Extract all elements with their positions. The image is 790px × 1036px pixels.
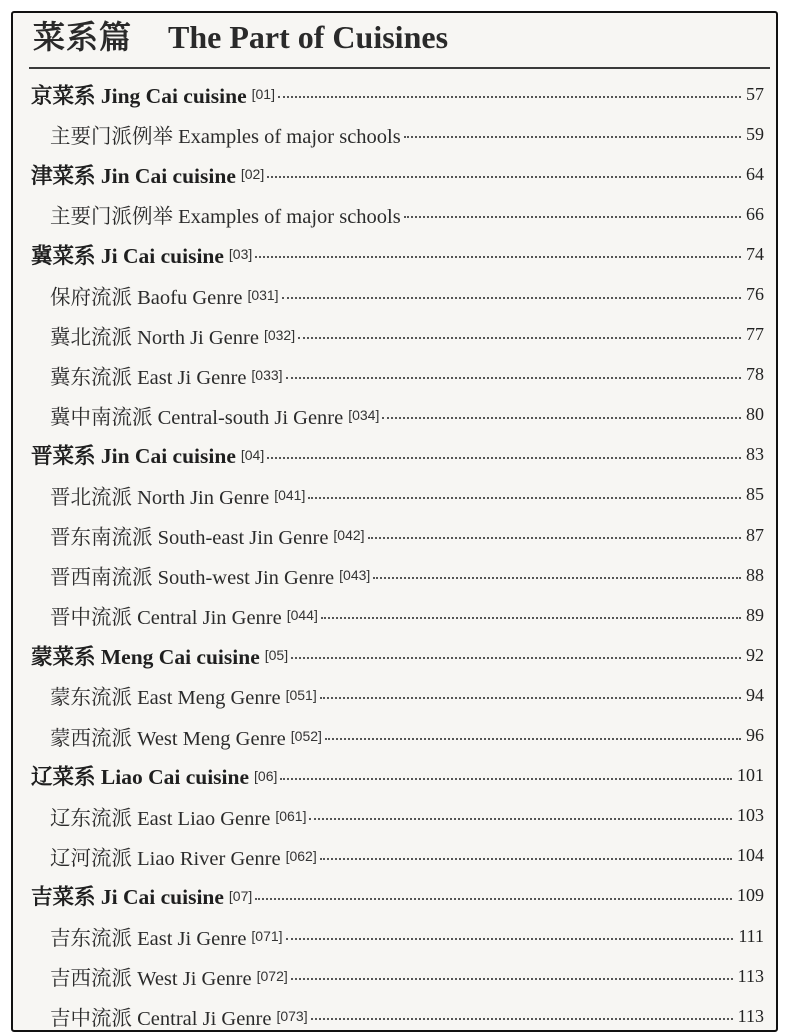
entry-page-number: 96 — [746, 725, 764, 746]
entry-page-number: 92 — [746, 644, 764, 665]
dot-leader — [382, 417, 741, 419]
entry-page-number: 113 — [737, 965, 764, 986]
entry-label: 冀菜系 Ji Cai cuisine — [31, 243, 224, 268]
entry-page-number: 83 — [746, 444, 764, 465]
dot-leader — [373, 577, 741, 579]
dot-leader — [308, 497, 741, 499]
dot-leader — [291, 978, 733, 980]
entry-label: 京菜系 Jing Cai cuisine — [31, 83, 247, 108]
entry-label: 冀北流派 North Ji Genre — [50, 326, 259, 349]
toc-cuisine-entry — [13, 876, 776, 916]
dot-leader — [286, 377, 741, 379]
entry-page-number: 85 — [746, 484, 764, 505]
dot-leader — [267, 457, 741, 459]
entry-code: [062] — [285, 847, 317, 864]
entry-code: [07] — [228, 887, 253, 904]
entry-code: [06] — [254, 767, 278, 784]
entry-code: [032] — [263, 326, 296, 343]
entry-label: 晋菜系 Jin Cai cuisine — [31, 444, 236, 469]
entry-code: [033] — [251, 366, 283, 383]
entry-label: 辽东流派 East Liao Genre — [50, 807, 271, 830]
toc-genre-entry — [13, 675, 776, 715]
toc-genre-entry — [13, 475, 776, 515]
entry-label: 保府流派 Baofu Genre — [50, 286, 243, 309]
dot-leader — [404, 136, 741, 138]
entry-page-number: 76 — [746, 284, 764, 305]
entry-label: 吉菜系 Ji Cai cuisine — [31, 885, 224, 910]
entry-code: [03] — [228, 246, 253, 263]
entry-page-number: 104 — [737, 845, 764, 866]
entry-code: [072] — [256, 968, 288, 985]
entry-label: 辽菜系 Liao Cai cuisine — [31, 765, 250, 790]
entry-page-number: 109 — [737, 885, 764, 906]
dot-leader — [298, 337, 741, 339]
dot-leader — [282, 297, 741, 299]
entry-code: [043] — [339, 567, 371, 584]
dot-leader — [255, 256, 741, 258]
entry-page-number: 78 — [746, 364, 764, 385]
toc-cuisine-entry — [13, 234, 776, 274]
entry-label: 冀中南流派 Central-south Ji Genre — [50, 406, 344, 429]
entry-label: 蒙东流派 East Meng Genre — [50, 687, 281, 710]
entry-label: 吉东流派 East Ji Genre — [50, 928, 247, 951]
dot-leader — [368, 537, 741, 539]
entry-page-number: 57 — [746, 83, 764, 104]
toc-genre-entry — [13, 716, 776, 756]
dot-leader — [325, 738, 741, 740]
entry-page-number: 77 — [746, 324, 764, 345]
entry-code: [02] — [240, 166, 265, 183]
entry-page-number: 113 — [737, 1005, 764, 1026]
dot-leader — [280, 778, 732, 780]
dot-leader — [320, 858, 732, 860]
dot-leader — [404, 216, 741, 218]
dot-leader — [309, 818, 732, 820]
entry-code: [05] — [264, 647, 289, 664]
toc-genre-entry — [13, 315, 776, 355]
entry-label: 晋北流派 North Jin Genre — [50, 486, 270, 509]
book-page — [11, 11, 778, 1032]
entry-label: 辽河流派 Liao River Genre — [50, 847, 281, 870]
toc-genre-entry — [13, 956, 776, 996]
toc-genre-entry — [13, 595, 776, 635]
entry-code: [01] — [251, 86, 275, 103]
toc-genre-entry — [13, 836, 776, 876]
entry-label: 蒙菜系 Meng Cai cuisine — [31, 644, 260, 669]
toc-genre-entry — [13, 555, 776, 595]
entry-code: [051] — [285, 687, 317, 704]
toc-genre-entry — [13, 515, 776, 555]
table-of-contents — [13, 74, 776, 1032]
entry-page-number: 101 — [737, 765, 764, 786]
entry-code: [042] — [333, 527, 365, 544]
entry-label: 主要门派例举 Examples of major schools — [50, 206, 401, 229]
entry-page-number: 59 — [746, 123, 764, 144]
toc-genre-entry — [13, 395, 776, 435]
dot-leader — [320, 697, 741, 699]
dot-leader — [291, 657, 741, 659]
entry-label: 吉中流派 Central Ji Genre — [50, 1008, 272, 1031]
entry-code: [034] — [348, 406, 380, 423]
toc-cuisine-entry — [13, 154, 776, 194]
entry-page-number: 88 — [746, 564, 764, 585]
entry-label: 晋东南流派 South-east Jin Genre — [50, 527, 329, 550]
toc-genre-entry — [13, 796, 776, 836]
dot-leader — [321, 617, 741, 619]
toc-genre-entry — [13, 114, 776, 154]
dot-leader — [267, 176, 741, 178]
entry-code: [071] — [251, 928, 283, 945]
dot-leader — [255, 898, 732, 900]
toc-cuisine-entry — [13, 635, 776, 675]
entry-page-number: 94 — [746, 684, 764, 705]
dot-leader — [286, 938, 734, 940]
toc-genre-entry — [13, 996, 776, 1032]
entry-page-number: 80 — [746, 404, 764, 425]
entry-page-number: 64 — [746, 163, 764, 184]
entry-code: [073] — [276, 1008, 308, 1025]
section-title — [33, 15, 448, 59]
dot-leader — [311, 1018, 733, 1020]
toc-genre-entry — [13, 194, 776, 234]
entry-page-number: 111 — [738, 925, 764, 946]
toc-cuisine-entry — [13, 435, 776, 475]
entry-page-number: 89 — [746, 604, 764, 625]
entry-page-number: 74 — [746, 243, 764, 264]
entry-page-number: 87 — [746, 524, 764, 545]
dot-leader — [278, 96, 741, 98]
toc-genre-entry — [13, 355, 776, 395]
entry-label: 冀东流派 East Ji Genre — [50, 366, 247, 389]
entry-code: [031] — [247, 286, 279, 303]
entry-code: [041] — [274, 486, 306, 503]
toc-cuisine-entry — [13, 74, 776, 114]
entry-label: 津菜系 Jin Cai cuisine — [31, 163, 236, 188]
entry-label: 主要门派例举 Examples of major schools — [50, 126, 401, 149]
section-title-english: The Part of Cuisines — [168, 19, 449, 55]
title-divider — [29, 67, 770, 69]
entry-code: [061] — [275, 807, 307, 824]
toc-cuisine-entry — [13, 756, 776, 796]
entry-code: [04] — [240, 446, 265, 463]
section-title-chinese: 菜系篇 — [33, 19, 133, 55]
entry-label: 吉西流派 West Ji Genre — [50, 968, 252, 991]
entry-label: 蒙西流派 West Meng Genre — [50, 727, 286, 750]
entry-label: 晋西南流派 South-west Jin Genre — [50, 567, 335, 590]
entry-code: [044] — [286, 607, 318, 624]
entry-page-number: 103 — [737, 805, 764, 826]
entry-code: [052] — [290, 727, 322, 744]
entry-label: 晋中流派 Central Jin Genre — [50, 607, 282, 630]
toc-genre-entry — [13, 916, 776, 956]
entry-page-number: 66 — [746, 203, 764, 224]
toc-genre-entry — [13, 274, 776, 314]
